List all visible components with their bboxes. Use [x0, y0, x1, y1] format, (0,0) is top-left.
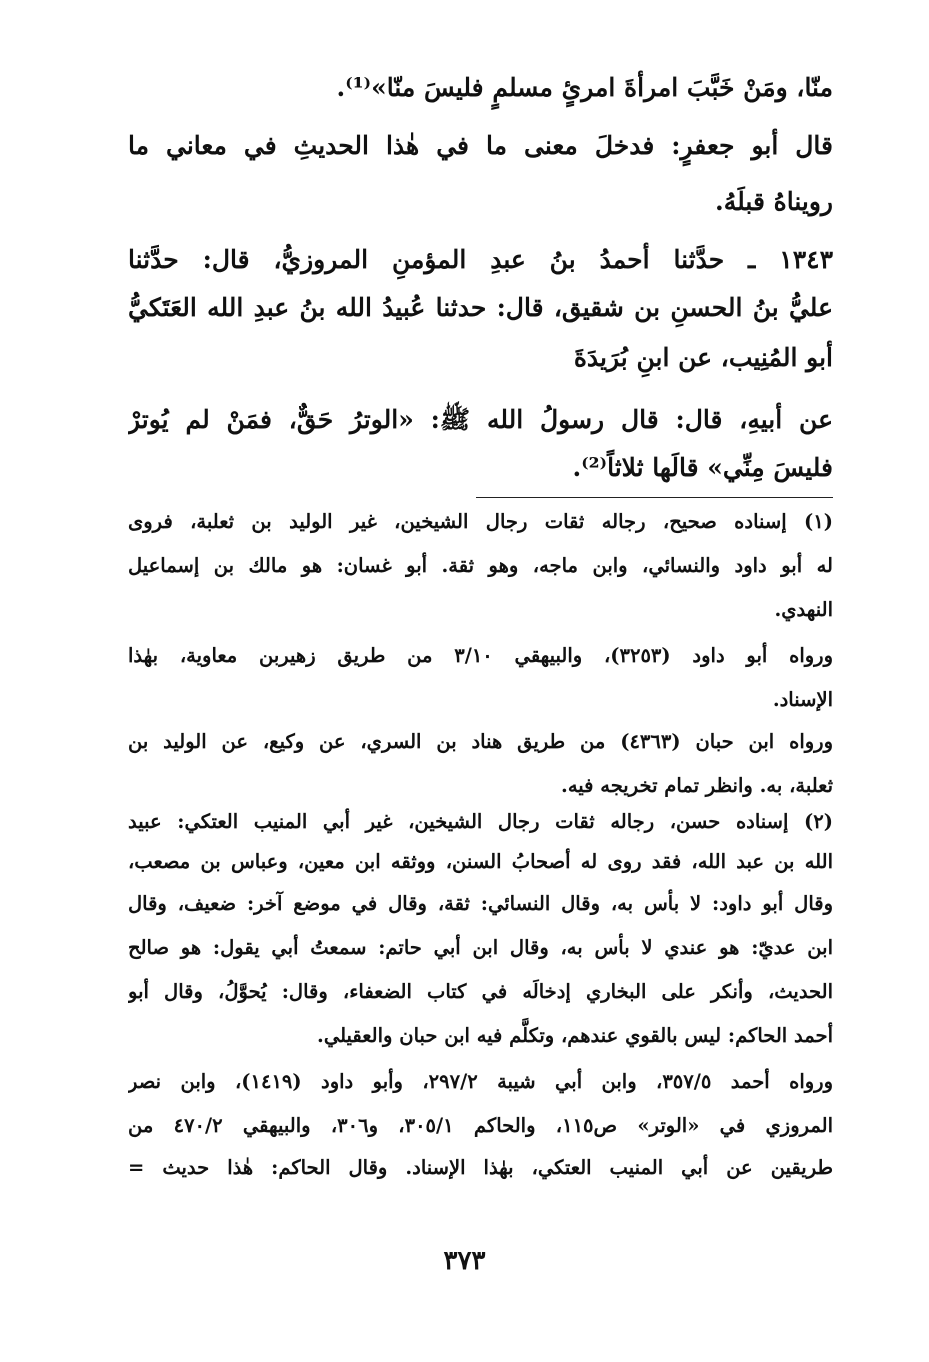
footnote-line: ورواه ابن حبان (٤٣٦٣) من طريق هناد بن السري، عن وكيع، عن الوليد بن — [128, 730, 833, 753]
footnote-line: ورواه أبو داود (٣٢٥٣)، والبيهقي ٣/١٠ من طريق زهيربن معاوية، بهٰذا — [128, 644, 833, 667]
footnote-line: ثعلبة، به. وانظر تمام تخريجه فيه. — [561, 774, 833, 797]
main-text-line: عليُّ بنُ الحسنِ بن شقيق، قال: حدثنا عُبيدُ الله بنُ عبدِ الله العَتَكيُّ — [128, 293, 833, 322]
footnote-line: النهدي. — [774, 598, 833, 621]
footnote-separator — [476, 497, 833, 498]
page-number: ٣٧٣ — [443, 1246, 486, 1276]
footnote-line: أحمد الحاكم: ليس بالقوي عندهم، وتكلَّم فيه ابن حبان والعقيلي. — [317, 1024, 833, 1047]
footnote-line: وقال أبو داود: لا بأس به، وقال النسائي: ثقة، وقال في موضع آخر: ضعيف، وقال — [128, 892, 833, 915]
footnote-line: الحديث، وأنكر على البخاري إدخالَه في كتاب الضعفاء، وقال: يُحوَّلُ، وقال أبو — [128, 980, 833, 1003]
footnote-line: الله بن عبد الله، فقد روى له أصحابُ السنن، ووثقه ابن معين، وعباس بن مصعب، — [128, 850, 833, 873]
footnote-line: له أبو داود والنسائي، وابن ماجه، وهو ثقة. أبو غسان: هو مالك بن إسماعيل — [128, 554, 833, 577]
main-text-line: عن أبيهِ، قال: قال رسولُ الله ﷺ: «الوترُ حَقٌّ، فمَنْ لم يُوترْ — [128, 405, 833, 434]
main-text-line: أبو المُنِيب، عن ابنِ بُرَيدَةَ — [573, 343, 833, 372]
footnote-line: (٢) إسناده حسن، رجاله ثقات رجال الشيخين، غير أبي المنيب العتكي: عبيد — [128, 810, 833, 833]
main-text-line: منّا، ومَنْ خَبَّبَ امرأةَ امرئٍ مسلمٍ فليسَ منّا»⁽¹⁾. — [336, 73, 833, 102]
footnote-line: ابن عديّ: هو عندي لا بأس به، وقال ابن أبي حاتم: سمعتُ أبي يقول: هو صالح — [128, 936, 833, 959]
hadith-number-line: ١٣٤٣ ـ حدَّثنا أحمدُ بنُ عبدِ المؤمنِ المروزيُّ، قال: حدَّثنا — [128, 245, 833, 274]
footnote-line: ورواه أحمد ٣٥٧/٥، وابن أبي شيبة ٢٩٧/٢، وأبو داود (١٤١٩)، وابن نصر — [128, 1070, 833, 1093]
footnote-line: الإسناد. — [772, 688, 833, 711]
footnote-line: طريقين عن أبي المنيب العتكي، بهٰذا الإسناد. وقال الحاكم: هٰذا حديث = — [128, 1156, 833, 1179]
main-text-line: رويناهُ قبلَهُ. — [715, 187, 833, 216]
footnote-line: المروزي في «الوتر» ص١١٥، والحاكم ٣٠٥/١، و٣٠٦، والبيهقي ٤٧٠/٢ من — [128, 1114, 833, 1137]
main-text-line: فليسَ مِنِّي» قالَها ثلاثاً⁽²⁾. — [572, 453, 833, 482]
footnote-line: (١) إسناده صحيح، رجاله ثقات رجال الشيخين، غير الوليد بن ثعلبة، فروى — [128, 510, 833, 533]
main-text-line: قال أبو جعفرٍ: فدخلَ معنى ما في هٰذا الحديثِ في معاني ما — [128, 131, 833, 160]
